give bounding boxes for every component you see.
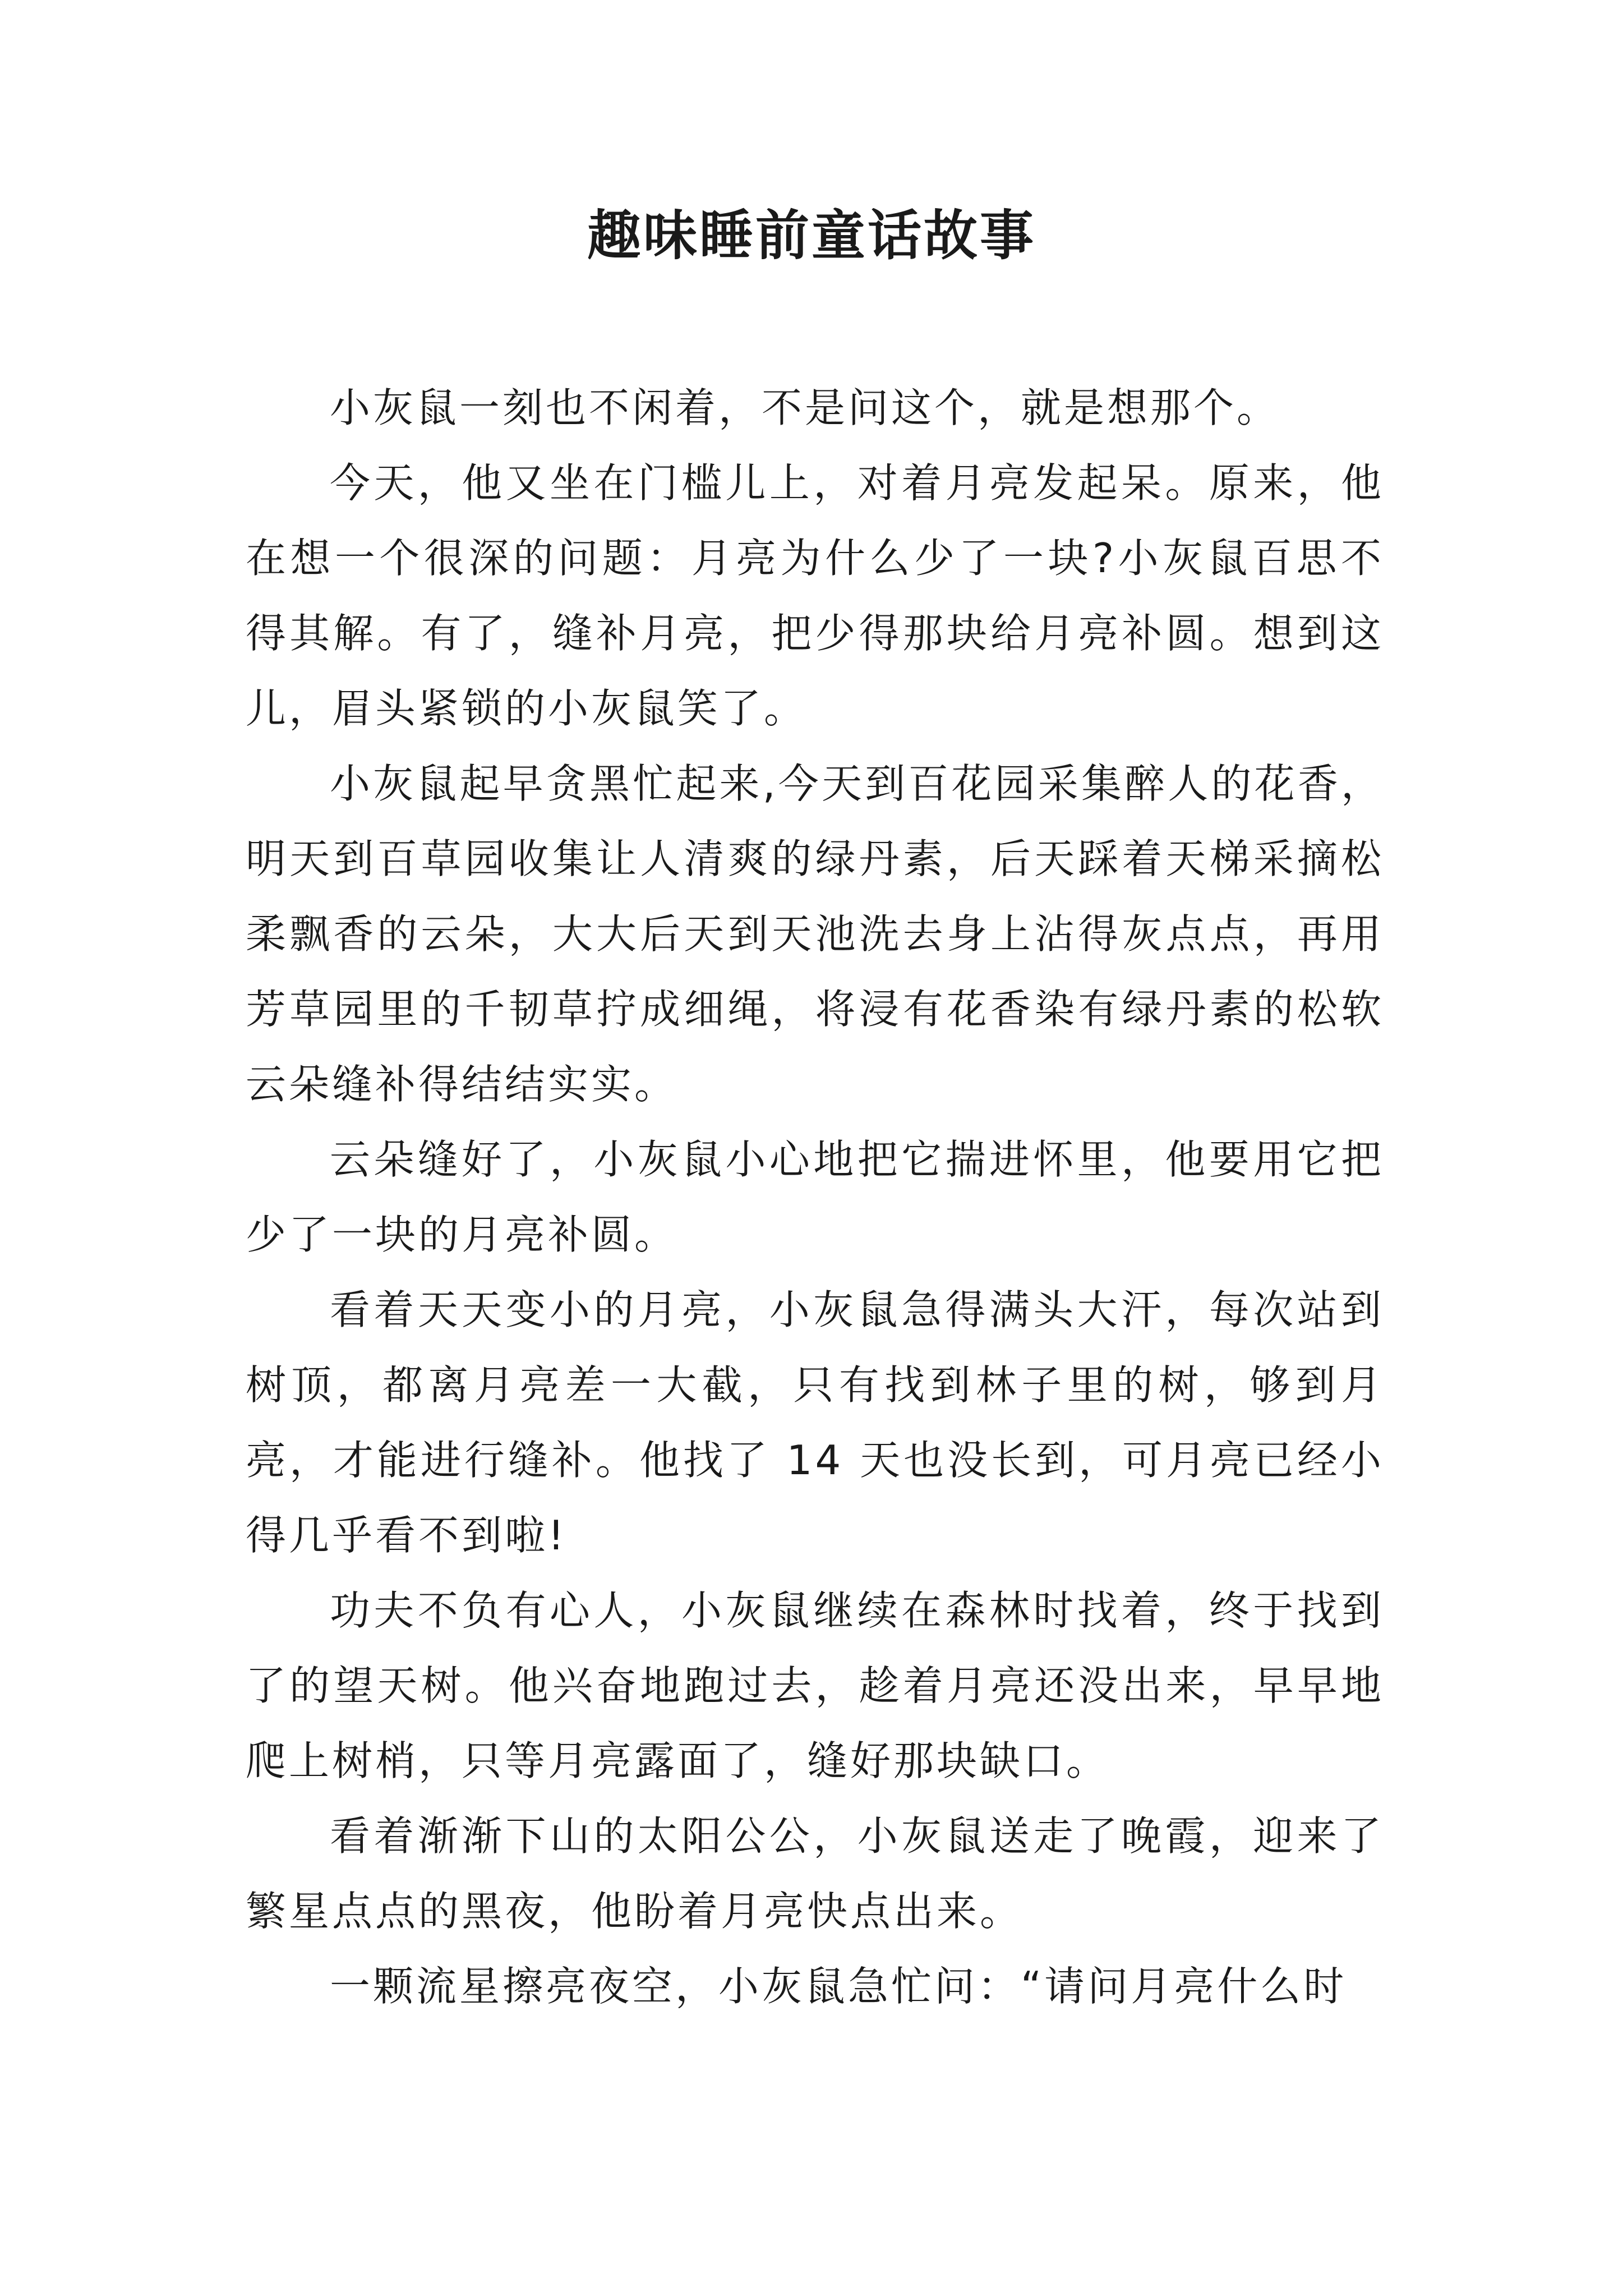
paragraph: 看着渐渐下山的太阳公公，小灰鼠送走了晚霞，迎来了繁星点点的黑夜，他盼着月亮快点出来。 xyxy=(246,1812,1384,1935)
paragraph: 小灰鼠起早贪黑忙起来,今天到百花园采集醉人的花香，明天到百草园收集让人清爽的绿丹素，后天踩着天梯采摘松柔飘香的云朵，大大后天到天池洗去身上沾得灰点点，再用芳草园里的千韧草拧成细绳，将浸有花香染有绿丹素的松软云朵缝补得结结实实。 xyxy=(246,760,1384,1108)
document-body xyxy=(246,370,1384,2024)
paragraph: 一颗流星擦亮夜空，小灰鼠急忙问：“请问月亮什么时 xyxy=(330,1963,1347,2010)
paragraph: 今天，他又坐在门槛儿上，对着月亮发起呆。原来，他在想一个很深的问题：月亮为什么少了一块?小灰鼠百思不得其解。有了，缝补月亮，把少得那块给月亮补圆。想到这儿，眉头紧锁的小灰鼠笑了。 xyxy=(246,459,1384,732)
paragraph: 云朵缝好了，小灰鼠小心地把它揣进怀里，他要用它把少了一块的月亮补圆。 xyxy=(246,1136,1384,1258)
paragraph: 看着天天变小的月亮，小灰鼠急得满头大汗，每次站到树顶，都离月亮差一大截，只有找到林子里的树，够到月亮，才能进行缝补。他找了 14 天也没长到，可月亮已经小得几乎看不到啦! xyxy=(246,1286,1384,1559)
document-title: 趣味睡前童话故事 xyxy=(587,204,1036,267)
paragraph: 小灰鼠一刻也不闲着，不是问这个，就是想那个。 xyxy=(330,384,1280,431)
paragraph: 功夫不负有心人，小灰鼠继续在森林时找着，终于找到了的望天树。他兴奋地跑过去，趁着月亮还没出来，早早地爬上树梢，只等月亮露面了，缝好那块缺口。 xyxy=(246,1587,1384,1784)
